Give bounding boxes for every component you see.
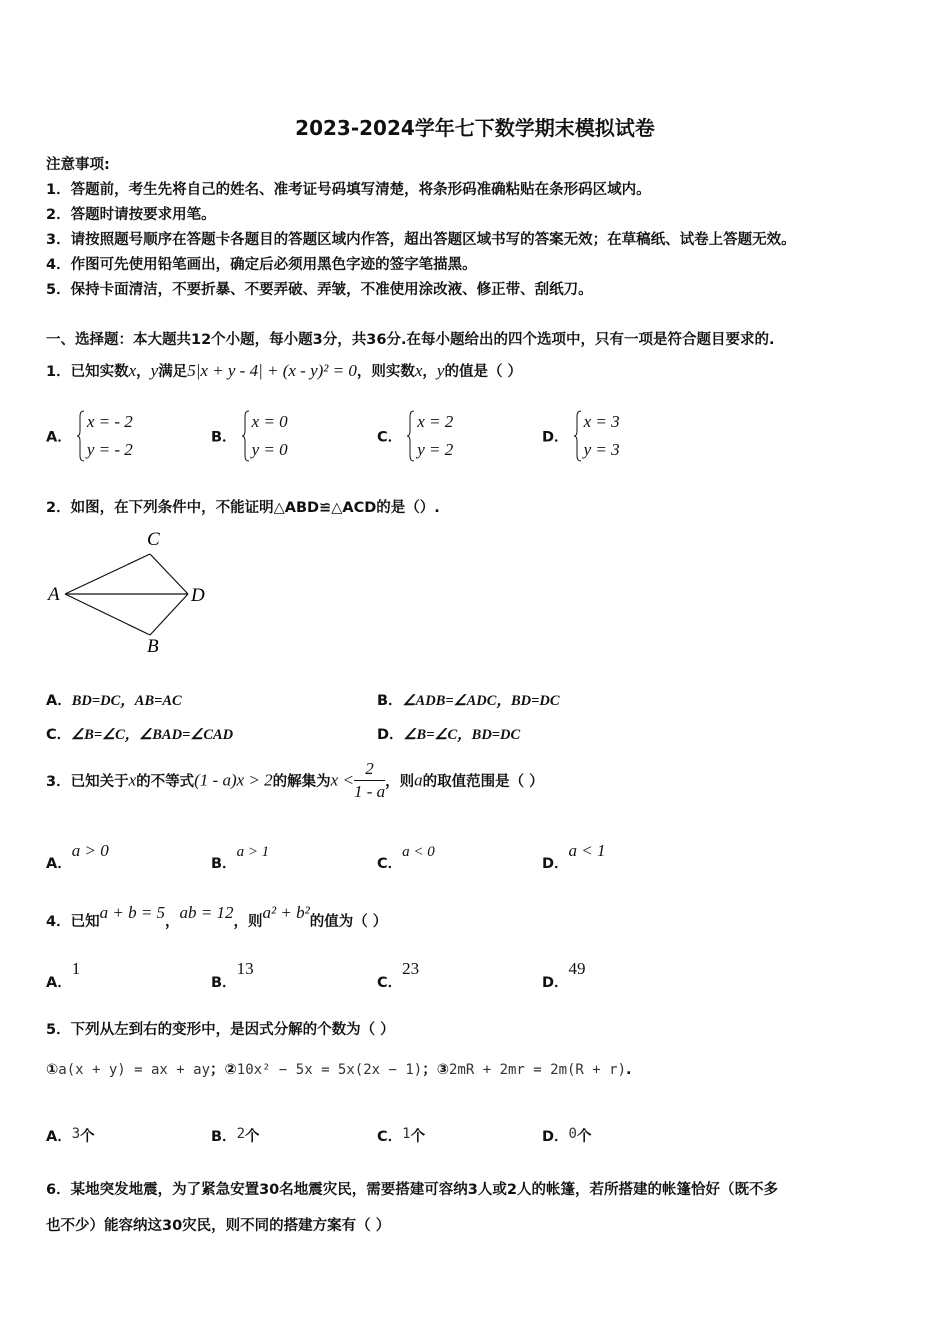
q1-option-d[interactable]: D． x = 3 y = 3 [542,408,620,464]
triangle-figure [40,526,220,661]
brace-icon [77,410,85,462]
segment-cd [150,554,188,594]
vertex-label-c: C [147,529,160,550]
q1-option-a[interactable]: A． x = - 2 y = - 2 [46,408,133,464]
expression-2: 10x² − 5x = 5x(2x − 1) [236,1062,423,1078]
question-2-stem: 2．如图，在下列条件中，不能证明△ABD≌△ACD的是（）. [46,500,440,516]
question-3-stem: 3．已知关于x的不等式(1 - a)x > 2的解集为x < $\frac{2}{1 - a}$ ，则a的取值范围是（ ） [46,759,544,801]
notice-item-5: 5．保持卡面清洁，不要折暴、不要弄破、弄皱，不准使用涂改液、修正带、刮纸刀。 [46,282,593,298]
segment-bd [150,594,188,635]
q2-option-a[interactable]: A．BD=DC，AB=AC [46,693,182,709]
question-5-stem: 5．下列从左到右的变形中，是因式分解的个数为（ ） [46,1022,395,1038]
q5-option-c[interactable]: C．1个 [377,1126,426,1145]
q1-option-b[interactable]: B． x = 0 y = 0 [211,408,288,464]
question-1-stem: 1．已知实数x，y满足5|x + y - 4| + (x - y)² = 0，则实数x，y的值是（ ） [46,361,523,380]
q3-option-b[interactable]: B．a > 1 [211,844,270,872]
segment-ac [65,554,150,594]
question-4-stem: 4．已知a + b = 5，ab = 12，则a² + b²的值为（ ） [46,903,388,930]
page-title: 2023-2024学年七下数学期末模拟试卷 [295,116,655,140]
vertex-label-b: B [147,636,159,657]
inequality: (1 - a)x > 2 [194,770,273,790]
question-5-items: ①a(x + y) = ax + ay；②10x² − 5x = 5x(2x − 1)；③2mR + 2mr = 2m(R + r). [46,1062,632,1078]
brace-icon [242,410,250,462]
q4-option-d[interactable]: D．49 [542,959,586,991]
q3-option-c[interactable]: C．a < 0 [377,844,435,872]
equation: 5|x + y - 4| + (x - y)² = 0 [187,361,357,380]
question-6-stem-line-2: 也不少）能容纳这30灾民，则不同的搭建方案有（ ） [46,1218,391,1234]
notice-item-2: 2．答题时请按要求用笔。 [46,207,216,223]
q5-option-d[interactable]: D．0个 [542,1126,592,1145]
expression-1: a(x + y) = ax + ay [58,1062,210,1078]
q3-option-a[interactable]: A．a > 0 [46,841,109,872]
notice-heading: 注意事项: [46,157,110,173]
section-heading: 一、选择题：本大题共12个小题，每小题3分，共36分.在每小题给出的四个选项中，只有一项是符合题目要求的. [46,332,775,348]
q1-option-c[interactable]: C． x = 2 y = 2 [377,408,453,464]
q4-option-c[interactable]: C．23 [377,959,420,991]
q2-option-b[interactable]: B．∠ADB=∠ADC，BD=DC [377,693,560,709]
question-6-stem-line-1: 6．某地突发地震，为了紧急安置30名地震灾民，需要搭建可容纳3人或2人的帐篷，若所搭建的帐篷恰好（既不多 [46,1182,778,1198]
q4-option-a[interactable]: A．1 [46,959,81,991]
segment-ab [65,594,150,635]
q5-option-b[interactable]: B．2个 [211,1126,260,1145]
fraction: $\frac{2}{1 - a}$ [353,759,386,801]
q3-option-d[interactable]: D．a < 1 [542,841,606,872]
q2-option-c[interactable]: C．∠B=∠C，∠BAD=∠CAD [46,727,234,743]
q2-option-d[interactable]: D．∠B=∠C，BD=DC [377,727,521,743]
vertex-label-a: A [48,584,60,605]
q4-option-b[interactable]: B．13 [211,959,254,991]
notice-item-4: 4．作图可先使用铅笔画出，确定后必须用黑色字迹的签字笔描黑。 [46,257,477,273]
notice-item-1: 1．答题前，考生先将自己的姓名、准考证号码填写清楚，将条形码准确粘贴在条形码区域内。 [46,182,651,198]
brace-icon [574,410,582,462]
expression-3: 2mR + 2mr = 2m(R + r) [449,1062,627,1078]
brace-icon [407,410,415,462]
notice-item-3: 3．请按照题号顺序在答题卡各题目的答题区域内作答，超出答题区域书写的答案无效；在草稿纸、试卷上答题无效。 [46,232,796,248]
q5-option-a[interactable]: A．3个 [46,1126,95,1145]
vertex-label-d: D [191,585,205,606]
